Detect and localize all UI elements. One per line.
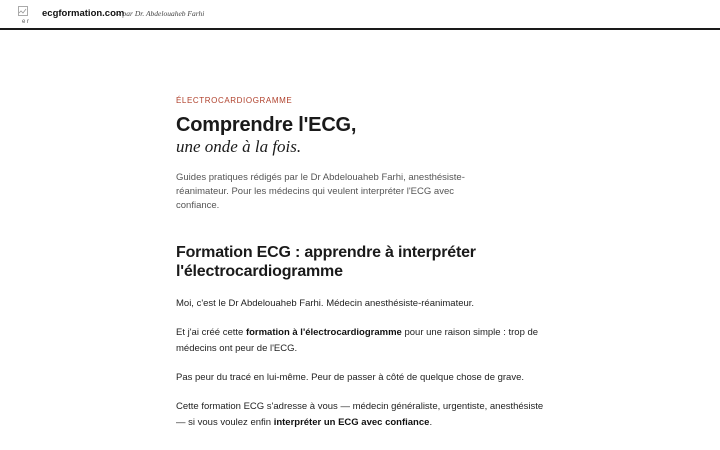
paragraph-1: Moi, c'est le Dr Abdelouaheb Farhi. Médecin anesthésiste-réanimateur. <box>176 298 475 309</box>
site-logo-icon[interactable] <box>18 6 32 24</box>
site-name-link[interactable]: ecgformation.com <box>42 8 125 19</box>
top-bar <box>0 0 720 30</box>
paragraph-2 <box>176 325 548 357</box>
site-byline: — par Dr. Abdelouaheb Farhi <box>114 9 205 18</box>
category-label: ÉLECTROCARDIOGRAMME <box>176 96 293 105</box>
svg-text:r: r <box>27 19 29 24</box>
paragraph-4-text-start: Cette formation ECG s'adresse à vous — médecin généraliste, urgentiste, anesthésiste — si vous voulez enfin <box>176 401 544 428</box>
page-title: Comprendre l'ECG, <box>176 114 357 136</box>
svg-text:e: e <box>22 19 26 24</box>
paragraph-2-text-end: pour une raison simple : trop de médecins ont peur de l'ECG. <box>176 327 539 354</box>
paragraph-4 <box>176 399 548 431</box>
page-subtitle: une onde à la fois. <box>176 137 302 156</box>
paragraph-4-emphasis: interpréter un ECG avec confiance <box>273 417 430 428</box>
paragraph-2-text-start: Et j'ai créé cette <box>176 327 246 338</box>
section-heading: Formation ECG : apprendre à interpréter l'électrocardiogramme <box>176 244 476 280</box>
paragraph-3: Pas peur du tracé en lui-même. Peur de passer à côté de quelque chose de grave. <box>176 372 525 383</box>
paragraph-4-text-end: . <box>429 417 433 428</box>
intro-text: Guides pratiques rédigés par le Dr Abdelouaheb Farhi, anesthésiste-réanimateur. Pour les médecins qui veulent interpréter l'ECG avec confiance. <box>176 172 465 211</box>
paragraph-2-emphasis: formation à l'électrocardiogramme <box>245 327 402 338</box>
